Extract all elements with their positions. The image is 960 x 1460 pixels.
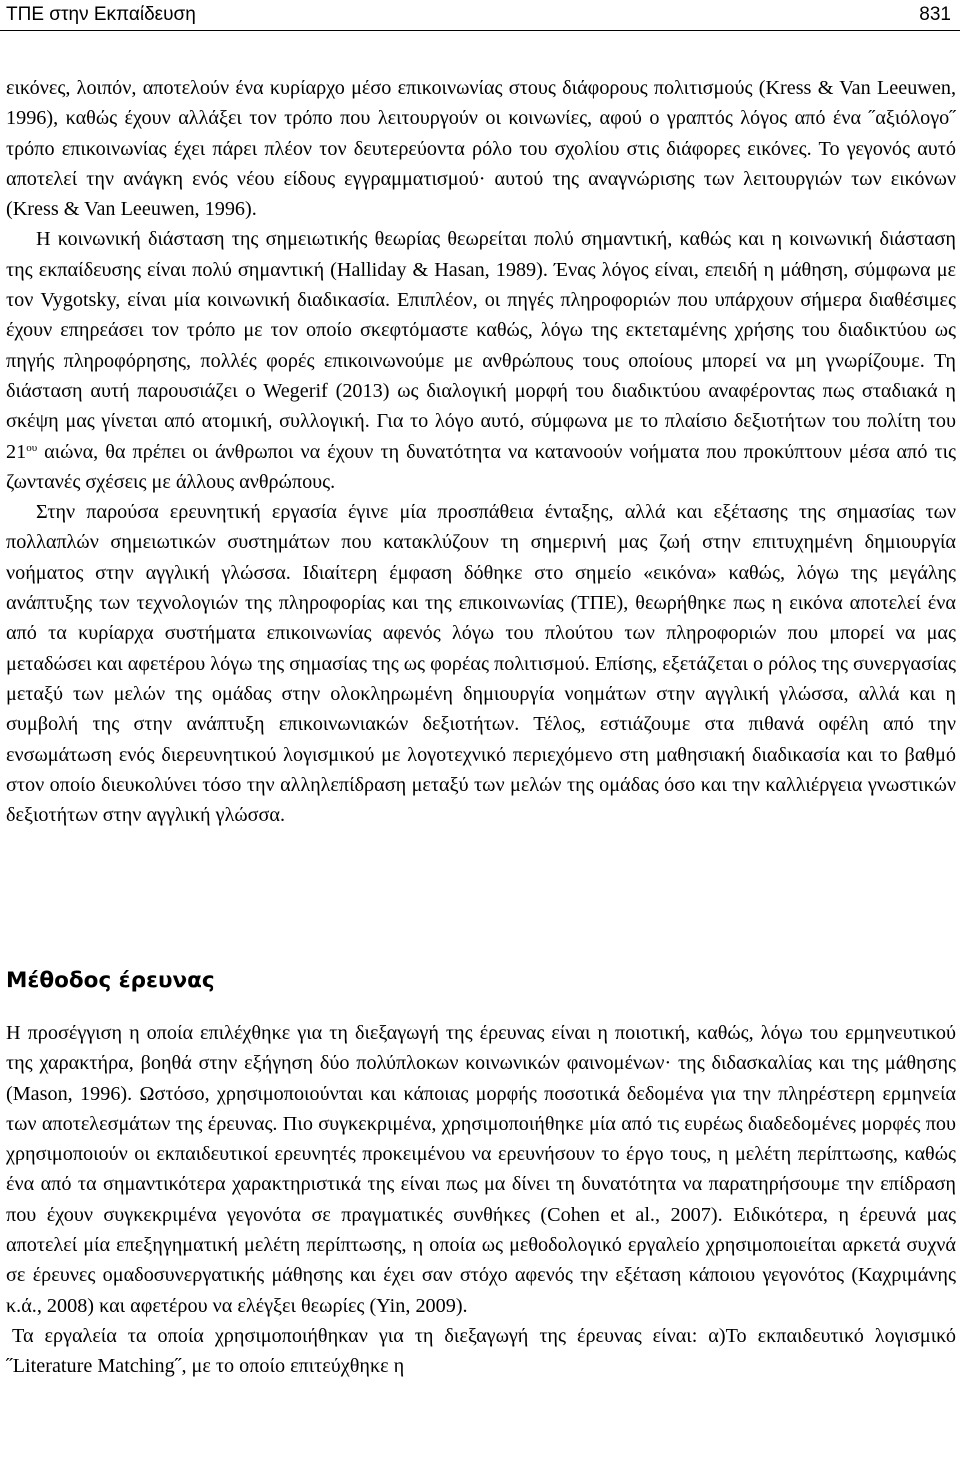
page-header xyxy=(0,0,960,31)
section-body xyxy=(6,1018,956,1382)
paragraph-2-tail: αιώνα, θα πρέπει οι άνθρωποι να έχουν τη δυνατότητα να κατανοούν νοήματα που προκύπτουν μέσα από τις ζωντανές σχέσεις με άλλους ανθρώπους. xyxy=(6,440,956,493)
paragraph-1: εικόνες, λοιπόν, αποτελούν ένα κυρίαρχο μέσο επικοινωνίας στους διάφορους πολιτισμούς (Kress & Van Leeuwen, 1996), καθώς έχουν αλλάξει τον τρόπο που λειτουργούν οι κοινωνίες, αφού ο γραπτός λόγος από ένα ˝αξιόλογο˝ τρόπο επικοινωνίας έχει πάρει πλέον τον δευτερεύοντα ρόλο του σχολίου στις διάφορες εικόνες. Το γεγονός αυτό αποτελεί την ανάγκη ενός νέου είδους εγγραμματισμού· αυτού της αναγνώρισης των λειτουργιών των εικόνων (Kress & Van Leeuwen, 1996). xyxy=(6,77,956,221)
section-heading: Μέθοδος έρευνας xyxy=(6,968,215,993)
paragraph-2-text: Η κοινωνική διάσταση της σημειωτικής θεωρίας θεωρείται πολύ σημαντική, καθώς και η κοινωνική διάσταση της εκπαίδευσης είναι πολύ σημαντική (Halliday & Hasan, 1989). Ένας λόγος είναι, επειδή η μάθηση, σύμφωνα με τον Vygotsky, είναι μία κοινωνική διαδικασία. Επιπλέον, οι πηγές πληροφοριών που υπάρχουν σήμερα διαθέσιμες έχουν επηρεάσει τον τρόπο με τον οποίο σκεφτόμαστε καθώς, λόγω της εκτεταμένης χρήσης του διαδικτύου ως πηγής πληροφόρησης, πολλές φορές επικοινωνούμε με ανθρώπους τους οποίους μπορεί να μη γνωρίζουμε. Τη διάσταση αυτή παρουσιάζει ο Wegerif (2013) ως διαλογική μορφή του διαδικτύου αναφέροντας πως σταδιακά η σκέψη μας γίνεται από ατομική, συλλογική. Για το λόγο αυτό, σύμφωνα με το πλαίσιο δεξιοτήτων του πολίτη του 21 xyxy=(6,228,956,463)
paragraph-3: Στην παρούσα ερευνητική εργασία έγινε μία προσπάθεια ένταξης, αλλά και εξέτασης της σημασίας των πολλαπλών σημειωτικών συστημάτων που κατακλύζουν τη σημερινή μας ζωή στην επιτυχημένη δημιουργία νοήματος στην αγγλική γλώσσα. Ιδιαίτερη έμφαση δόθηκε στο σημείο «εικόνα» καθώς, λόγω της μεγάλης ανάπτυξης των τεχνολογιών της πληροφορίας και της επικοινωνίας (ΤΠΕ), θεωρήθηκε πως η εικόνα αποτελεί ένα από τα κυρίαρχα συστήματα επικοινωνίας αφενός λόγω του πλούτου των πληροφοριών που μπορεί να μας μεταδώσει και αφετέρου λόγω της σημασίας της ως φορέας πολιτισμού. Επίσης, εξετάζεται ο ρόλος της συνεργασίας μεταξύ των μελών της ομάδας στην ολοκληρωμένη δημιουργία νοημάτων στην αγγλική γλώσσα, αλλά και η συμβολή της στην ανάπτυξη επικοινωνιακών δεξιοτήτων. Τέλος, εστιάζουμε στα πιθανά οφέλη από την ενσωμάτωση ενός διερευνητικού λογισμικού με λογοτεχνικό περιεχόμενο στη μαθησιακή διαδικασία και το βαθμό στον οποίο διευκολύνει τόσο την αλληλεπίδραση μεταξύ των μελών της ομάδας όσο και την καλλιέργεια γνωστικών δεξιοτήτων στην αγγλική γλώσσα. xyxy=(6,501,956,827)
ordinal-superscript: ου xyxy=(26,441,38,454)
section-paragraph-2: Τα εργαλεία τα οποία χρησιμοποιήθηκαν για τη διεξαγωγή της έρευνας είναι: α)Το εκπαιδευτικό λογισμικό ˝Literature Matching˝, με το οποίο επιτεύχθηκε η xyxy=(6,1324,956,1378)
paragraph-2 xyxy=(6,224,956,497)
running-title: ΤΠΕ στην Εκπαίδευση xyxy=(6,4,196,25)
page-number: 831 xyxy=(919,4,951,25)
body-text xyxy=(6,73,956,830)
section-paragraph-1: Η προσέγγιση η οποία επιλέχθηκε για τη διεξαγωγή της έρευνας είναι η ποιοτική, καθώς, λόγω του ερμηνευτικού της χαρακτήρα, βοηθά στην εξήγηση δύο πολύπλοκων κοινωνικών φαινομένων· της διδασκαλίας και της μάθησης (Mason, 1996). Ωστόσο, χρησιμοποιούνται και κάποιας μορφής ποσοτικά δεδομένα για την πληρέστερη ερμηνεία των αποτελεσμάτων της έρευνας. Πιο συγκεκριμένα, χρησιμοποιήθηκε μία από τις ευρέως διαδεδομένες μορφές που χρησιμοποιούν οι εκπαιδευτικοί ερευνητές προκειμένου να ερευνήσουν το έργο τους, η μελέτη περίπτωσης, καθώς ένα από τα σημαντικότερα χαρακτηριστικά της είναι πως μα δίνει τη δυνατότητα να παρατηρήσουμε την επίδραση που έχουν συγκεκριμένα γεγονότα σε πραγματικές συνθήκες (Cohen et al., 2007). Ειδικότερα, η έρευνά μας αποτελεί μία επεξηγηματική μελέτη περίπτωσης, η οποία ως μεθοδολογικό εργαλείο χρησιμοποιείται αρκετά συχνά σε έρευνες ομαδοσυνεργατικής μάθησης και έχει σαν στόχο αφενός την εξέταση κάποιου γεγονότος (Καχριμάνης κ.ά., 2008) και αφετέρου να ελέγξει θεωρίες (Yin, 2009). xyxy=(6,1022,956,1317)
